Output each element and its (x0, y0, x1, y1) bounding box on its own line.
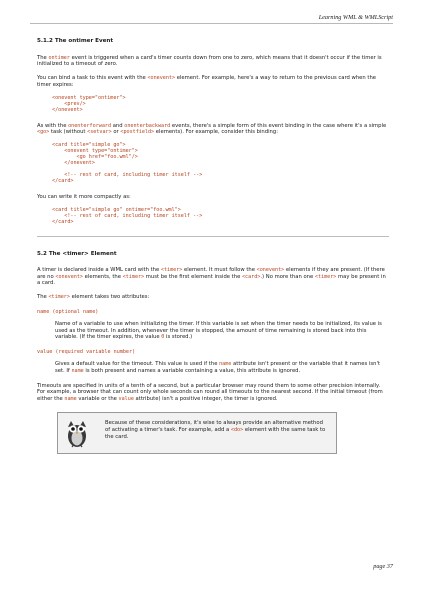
paragraph (37, 383, 389, 403)
text-run: A timer is declared inside a WML card with the (37, 267, 161, 274)
text-run: or (111, 129, 121, 136)
text-run: Timeouts are specified in units of a tenth of a second, but a particular browser may round them to some other precision internally. For example, a browser that can count only whole seconds can round all timeouts to the nearest second. If the initial timeout (from either the (37, 382, 383, 402)
inline-code: <setvar> (87, 129, 112, 136)
text-run: events, there's a simple form of this event binding in the case where it's a simple (170, 122, 387, 129)
inline-code: value (118, 395, 134, 402)
text-run: must be the first element inside the (144, 273, 242, 280)
tip-note-box (57, 412, 337, 454)
owl-icon (64, 418, 90, 449)
code-example: <onevent type="ontimer"> <prev/> </onevent> (52, 94, 126, 113)
inline-code: 0 (161, 334, 165, 341)
text-run: Gives a default value for the timeout. This value is used if the (55, 361, 220, 368)
text-run: event is triggered when a card's timer counts down from one to zero, which means that it doesn't occur if the timer is initialized to a timeout of zero. (37, 54, 382, 68)
page-number: page 37 (373, 563, 393, 570)
text-run: The (37, 54, 49, 61)
text-run: elements, the (82, 273, 123, 280)
text-run: The (37, 294, 49, 301)
text-run: As with the (37, 122, 69, 129)
inline-code: <go> (37, 129, 50, 136)
inline-code: <postfield> (120, 129, 155, 136)
text-run: Because of these considerations, it's wise to always provide an alternative method of activating a timer's task. For example, add a (105, 420, 323, 434)
attribute-definition-name (55, 321, 389, 341)
section-heading-ontimer-event: 5.1.2 The ontimer Event (37, 38, 114, 44)
rich-text (37, 55, 382, 68)
inline-code: <do> (230, 427, 244, 434)
inline-code: <timer> (122, 273, 145, 280)
inline-code: <onevent> (256, 267, 285, 274)
text-run: .) No more than one (260, 273, 315, 280)
paragraph (37, 294, 389, 301)
text-run: attribute) isn't a positive integer, the timer is ignored. (133, 395, 278, 402)
code-example: <card title="simple go"> <onevent type="ontimer"> <go href="foo.wml"/> </onevent> <!-- rest of card, including timer itself --> </card> (52, 142, 203, 184)
inline-code: <timer> (48, 294, 70, 301)
inline-code: onenterbackward (124, 122, 171, 129)
inline-code: name (219, 361, 232, 368)
text-run: Name of a variable to use when initializing the timer. If this variable is set when the timer needs to be initialized, its value is used as the timeout. In addition, whenever the timer is stopped, the amount of time remaining is stored back into this variable. (If the timer expires, the value (55, 321, 382, 341)
tip-note-text (105, 420, 327, 440)
inline-code: <card> (241, 273, 261, 280)
attribute-term-value: value (required variable number) (37, 348, 136, 355)
text-run: and (111, 122, 125, 129)
section-divider (37, 236, 389, 237)
section-heading-timer-element: 5.2 The <timer> Element (37, 250, 117, 257)
inline-code: <timer> (314, 273, 337, 280)
inline-code: <onevent> (147, 75, 176, 82)
inline-code: name (64, 395, 77, 402)
text-run: element. It must follow the (182, 267, 257, 274)
paragraph: You can write it more compactly as: (37, 193, 131, 200)
text-run: elements if they are present. (If there are no (37, 267, 385, 280)
text-run: You can bind a task to this event with the (37, 75, 148, 82)
text-run: may be present in a card. (37, 273, 386, 287)
paragraph (37, 75, 389, 88)
text-run: variable or the (76, 395, 119, 402)
paragraph (37, 123, 389, 136)
attribute-definition-value (55, 361, 389, 374)
attribute-term-name: name (optional name) (37, 308, 99, 315)
inline-code: <timer> (160, 267, 183, 274)
inline-code: ontimer (48, 54, 70, 61)
inline-code: name (71, 368, 84, 375)
text-run: element takes two attributes: (69, 294, 150, 301)
text-run: element with the same task to the card. (105, 427, 326, 440)
text-run: attribute isn't present or the variable that it names isn't set. If (55, 361, 380, 375)
text-run: task (without (49, 129, 88, 136)
inline-code: onenterforward (68, 122, 112, 129)
header-rule (30, 23, 393, 24)
text-run: is stored.) (164, 334, 193, 341)
paragraph (37, 55, 389, 68)
inline-code: <onevent> (55, 273, 83, 280)
text-run: is both present and names a variable containing a value, this attribute is ignored. (83, 368, 301, 375)
paragraph (37, 267, 389, 287)
code-example: <card title="simple go" ontimer="foo.wml"> <!-- rest of card, including timer itself --> </card> (52, 206, 203, 225)
page-content (37, 38, 389, 454)
text-run: elements). For example, consider this binding: (154, 129, 278, 136)
text-run: element. For example, here's a way to return to the previous card when the timer expires: (37, 75, 377, 88)
running-head: Learning WML & WMLScript (318, 14, 393, 21)
